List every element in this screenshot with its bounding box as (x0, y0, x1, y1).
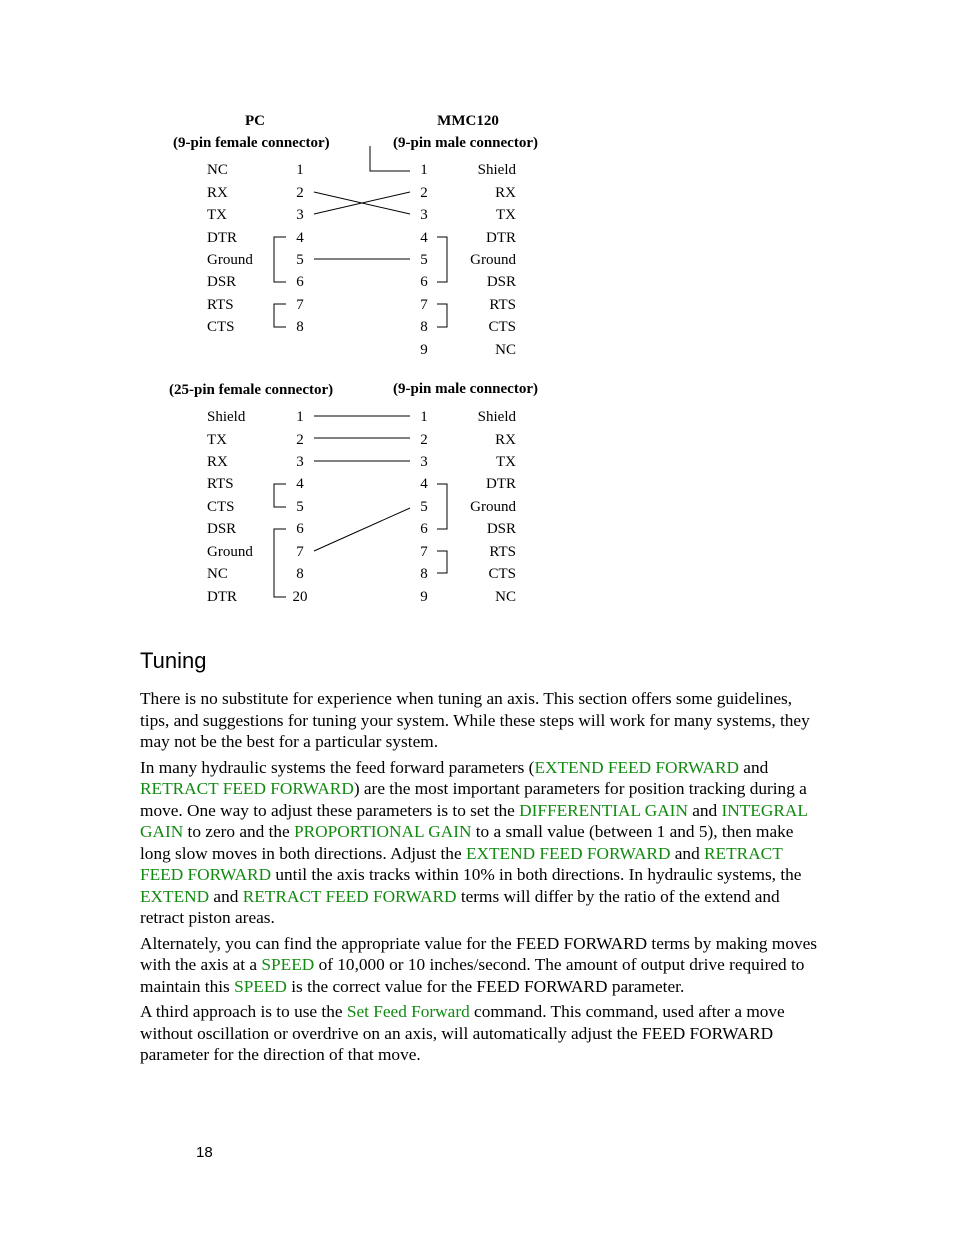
pin-name: RX (495, 185, 516, 201)
pin-number: 20 (292, 589, 308, 605)
pin-number: 5 (296, 499, 304, 515)
paragraph-2 (140, 757, 820, 929)
paragraph-3 (140, 933, 820, 998)
pin-number: 8 (420, 566, 428, 582)
pin-number: 5 (420, 252, 428, 268)
pin-number: 5 (296, 252, 304, 268)
text-run: to zero and the (183, 822, 295, 841)
command-link[interactable]: Set Feed Forward (346, 1002, 470, 1021)
pin-name: Shield (477, 162, 516, 178)
parameter-link[interactable]: SPEED (261, 955, 315, 974)
text-run: and (670, 843, 705, 863)
pin-number: 3 (420, 454, 428, 470)
pin-number: 2 (420, 432, 428, 448)
pin-number: 7 (296, 544, 304, 560)
pin-name: RTS (207, 476, 234, 492)
bracket-right-dtr-dsr (437, 237, 447, 282)
pin-name: CTS (488, 319, 516, 335)
bracket-left-rts-cts-top (274, 304, 286, 327)
bottom-right-header: (9-pin male connector) (393, 381, 538, 397)
text-run: is the correct value for the FEED FORWARD parameter. (286, 976, 685, 996)
pin-number: 9 (420, 342, 428, 358)
pin-name: TX (207, 432, 227, 448)
parameter-link[interactable]: RETRACT FEED FORWARD (140, 779, 354, 798)
pin-number: 8 (420, 319, 428, 335)
pin-name: CTS (488, 566, 516, 582)
pin-name: DSR (207, 521, 237, 537)
pin-number: 6 (420, 274, 428, 290)
text-run: to a small value (between 1 and 5), then make long slow moves in both directions. Adjust the (140, 822, 794, 863)
pin-name: RTS (489, 297, 516, 313)
top-left-header: (9-pin female connector) (173, 135, 330, 151)
parameter-link[interactable]: EXTEND FEED FORWARD (534, 757, 739, 777)
bracket-right-rts-cts-top (437, 304, 447, 327)
pin-name: RTS (207, 297, 234, 313)
pin-name: CTS (207, 499, 235, 515)
mmc-label: MMC120 (437, 113, 499, 129)
text-run: command. This command, used after a move without oscillation or overdrive on an axis, will automatically adjust the FEED FORWARD parameter for the direction of that move. (140, 1002, 785, 1064)
pin-number: 1 (420, 162, 428, 178)
pin-number: 6 (296, 274, 304, 290)
pin-name: RTS (489, 544, 516, 560)
paragraph-1 (140, 688, 820, 753)
text-run: There is no substitute for experience when tuning an axis. This section offers some guidelines, tips, and suggestions for tuning your system. While these steps will work for many systems, they may not be the best for a particular system. (140, 689, 810, 751)
pin-number: 7 (420, 297, 428, 313)
pin-number: 5 (420, 499, 428, 515)
section-title: Tuning (140, 648, 207, 673)
pin-number: 6 (420, 521, 428, 537)
text-run: and (687, 800, 722, 820)
bracket-left-dsr-dtr (274, 529, 286, 597)
text-run: A third approach is to use the (140, 1002, 347, 1021)
pin-name: RX (207, 185, 228, 201)
text-run: ) are the most important parameters for position tracking during a move. One way to adjust these parameters is to set the (140, 779, 807, 820)
bracket-left-dtr-dsr (274, 237, 286, 282)
pin-name: NC (207, 566, 228, 582)
pin-name: DTR (207, 589, 237, 605)
pin-number: 3 (420, 207, 428, 223)
parameter-link[interactable]: RETRACT FEED FORWARD (140, 843, 783, 884)
page-number: 18 (196, 1144, 213, 1161)
pin-name: NC (207, 162, 228, 178)
pin-number: 8 (296, 566, 304, 582)
pin-name: Ground (470, 252, 516, 268)
pin-number: 4 (420, 230, 428, 246)
pin-name: Shield (477, 409, 516, 425)
pin-name: DSR (486, 274, 516, 290)
pin-name: Shield (207, 409, 246, 425)
pin-name: TX (496, 207, 516, 223)
pin-name: DSR (207, 274, 237, 290)
parameter-link[interactable]: INTEGRAL GAIN (140, 800, 808, 841)
pin-number: 3 (296, 454, 304, 470)
wire-rx-tx-cross-a (314, 192, 410, 214)
pin-number: 2 (420, 185, 428, 201)
pin-name: RX (207, 454, 228, 470)
pin-name: NC (495, 589, 516, 605)
pin-name: DTR (486, 476, 516, 492)
pin-number: 7 (420, 544, 428, 560)
top-right-header: (9-pin male connector) (393, 135, 538, 151)
pin-number: 6 (296, 521, 304, 537)
wire-rx-tx-cross-b (314, 192, 410, 214)
parameter-link[interactable]: SPEED (234, 976, 287, 996)
pin-number: 8 (296, 319, 304, 335)
pin-number: 3 (296, 207, 304, 223)
text-run: In many hydraulic systems the feed forward parameters ( (140, 757, 535, 777)
pc-label: PC (245, 113, 265, 129)
pin-name: TX (496, 454, 516, 470)
parameter-link[interactable]: PROPORTIONAL GAIN (294, 822, 472, 841)
parameter-link[interactable]: EXTEND FEED FORWARD (465, 843, 671, 863)
pin-number: 7 (296, 297, 304, 313)
parameter-link[interactable]: RETRACT FEED FORWARD (242, 886, 457, 906)
bottom-left-header: (25-pin female connector) (169, 382, 334, 398)
pin-number: 4 (296, 476, 304, 492)
bracket-right-rts-cts-bottom (437, 551, 447, 573)
pin-name: DTR (207, 230, 237, 246)
pin-name: CTS (207, 319, 235, 335)
pin-number: 4 (296, 230, 304, 246)
pin-number: 4 (420, 476, 428, 492)
text-run: terms will differ by the ratio of the extend and retract piston areas. (140, 886, 780, 927)
pin-name: DTR (486, 230, 516, 246)
pin-number: 1 (296, 162, 304, 178)
text-run: Alternately, you can find the appropriate value for the FEED FORWARD terms by making moves with the axis at a (140, 933, 818, 974)
pin-name: Ground (207, 544, 253, 560)
pin-number: 2 (296, 432, 304, 448)
paragraph-4 (140, 1001, 820, 1066)
pin-number: 1 (296, 409, 304, 425)
pin-number: 2 (296, 185, 304, 201)
pin-name: RX (495, 432, 516, 448)
pin-name: Ground (207, 252, 253, 268)
pin-number: 1 (420, 409, 428, 425)
pin-name: Ground (470, 499, 516, 515)
text-run: until the axis tracks within 10% in both directions. In hydraulic systems, the (271, 865, 802, 884)
wire-ground-bottom (314, 508, 410, 551)
pin-name: NC (495, 342, 516, 358)
section-body (140, 688, 820, 1070)
pin-name: TX (207, 207, 227, 223)
text-run: and (738, 757, 769, 777)
text-run: of 10,000 or 10 inches/second. The amount of output drive required to maintain this (140, 955, 805, 996)
pin-number: 9 (420, 589, 428, 605)
text-run: and (209, 886, 243, 906)
pin-name: DSR (486, 521, 516, 537)
parameter-link[interactable]: DIFFERENTIAL GAIN (519, 800, 688, 820)
bracket-left-rts-cts-bottom (274, 484, 286, 507)
bracket-right-dtr-dsr-bottom (437, 484, 447, 529)
parameter-link[interactable]: EXTEND (140, 886, 210, 906)
